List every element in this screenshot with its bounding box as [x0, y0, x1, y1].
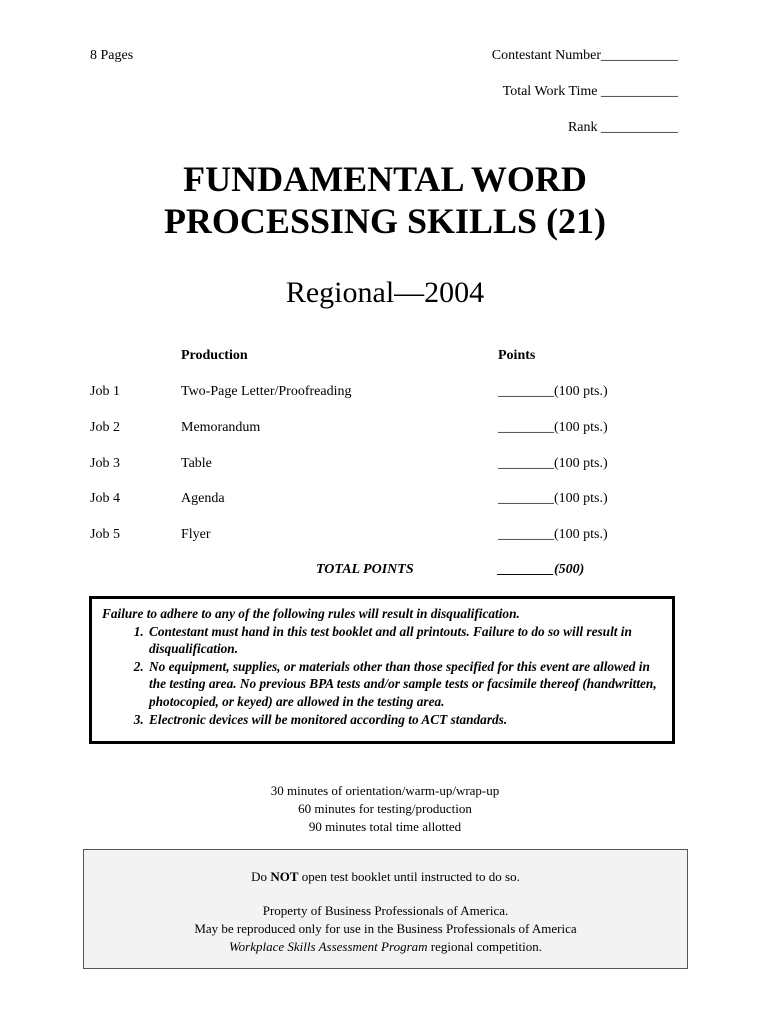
program-name: Workplace Skills Assessment Program	[229, 939, 428, 954]
contestant-number-field: Contestant Number___________	[491, 48, 678, 63]
time-testing: 60 minutes for testing/production	[298, 801, 472, 816]
rule-item: 1. Contestant must hand in this test booklet and all printouts. Failure to do so will result in disqualification.	[147, 623, 662, 658]
page-count: 8 Pages	[90, 48, 134, 63]
program-line	[84, 938, 687, 956]
time-total: 90 minutes total time allotted	[308, 819, 462, 834]
points-column-header: Points	[498, 348, 536, 363]
job-points: ________(100 pts.)	[498, 384, 608, 399]
job-label: Job 1	[90, 384, 120, 399]
job-production: Memorandum	[181, 420, 261, 435]
document-subtitle: Regional—2004	[285, 276, 485, 309]
job-points: ________(100 pts.)	[498, 491, 608, 506]
total-points-label: TOTAL POINTS	[316, 562, 414, 577]
job-points: ________(100 pts.)	[498, 456, 608, 471]
time-allotment	[0, 782, 770, 836]
title-line-1: FUNDAMENTAL WORD	[183, 159, 587, 199]
rules-list	[102, 623, 662, 729]
job-points: ________(100 pts.)	[498, 527, 608, 542]
job-production: Agenda	[181, 491, 225, 506]
notice-text: open test booklet until instructed to do so.	[298, 869, 520, 884]
job-row	[0, 456, 770, 476]
rules-box	[89, 596, 675, 744]
do-not-open-notice	[84, 868, 687, 886]
property-line-1: Property of Business Professionals of America.	[262, 903, 509, 918]
notice-text: Do	[251, 869, 271, 884]
job-label: Job 3	[90, 456, 120, 471]
job-row	[0, 420, 770, 440]
total-work-time-field: Total Work Time ___________	[502, 84, 678, 99]
property-line-2: May be reproduced only for use in the Business Professionals of America	[194, 921, 577, 936]
document-title	[0, 158, 770, 242]
time-orientation: 30 minutes of orientation/warm-up/wrap-up	[270, 783, 500, 798]
job-production: Flyer	[181, 527, 211, 542]
total-points-value: ________(500)	[498, 562, 585, 577]
rules-intro: Failure to adhere to any of the following rules will result in disqualification.	[102, 606, 520, 621]
job-points: ________(100 pts.)	[498, 420, 608, 435]
rule-item: 2. No equipment, supplies, or materials other than those specified for this event are allowed in the testing area. No previous BPA tests and/or sample tests or facsimile thereof (handwritten, photocopied, or keyed) are allowed in the testing area.	[147, 658, 662, 711]
job-row	[0, 491, 770, 511]
job-production: Table	[181, 456, 212, 471]
production-column-header: Production	[181, 348, 248, 363]
rank-field: Rank ___________	[567, 120, 678, 135]
notice-box	[83, 849, 688, 969]
notice-emphasis: NOT	[270, 869, 299, 884]
job-label: Job 5	[90, 527, 120, 542]
program-suffix: regional competition.	[427, 939, 542, 954]
rule-item: 3. Electronic devices will be monitored according to ACT standards.	[147, 711, 662, 729]
job-label: Job 2	[90, 420, 120, 435]
job-production: Two-Page Letter/Proofreading	[181, 384, 352, 399]
title-line-2: PROCESSING SKILLS (21)	[163, 201, 607, 241]
job-label: Job 4	[90, 491, 120, 506]
job-row	[0, 384, 770, 404]
job-row	[0, 527, 770, 547]
